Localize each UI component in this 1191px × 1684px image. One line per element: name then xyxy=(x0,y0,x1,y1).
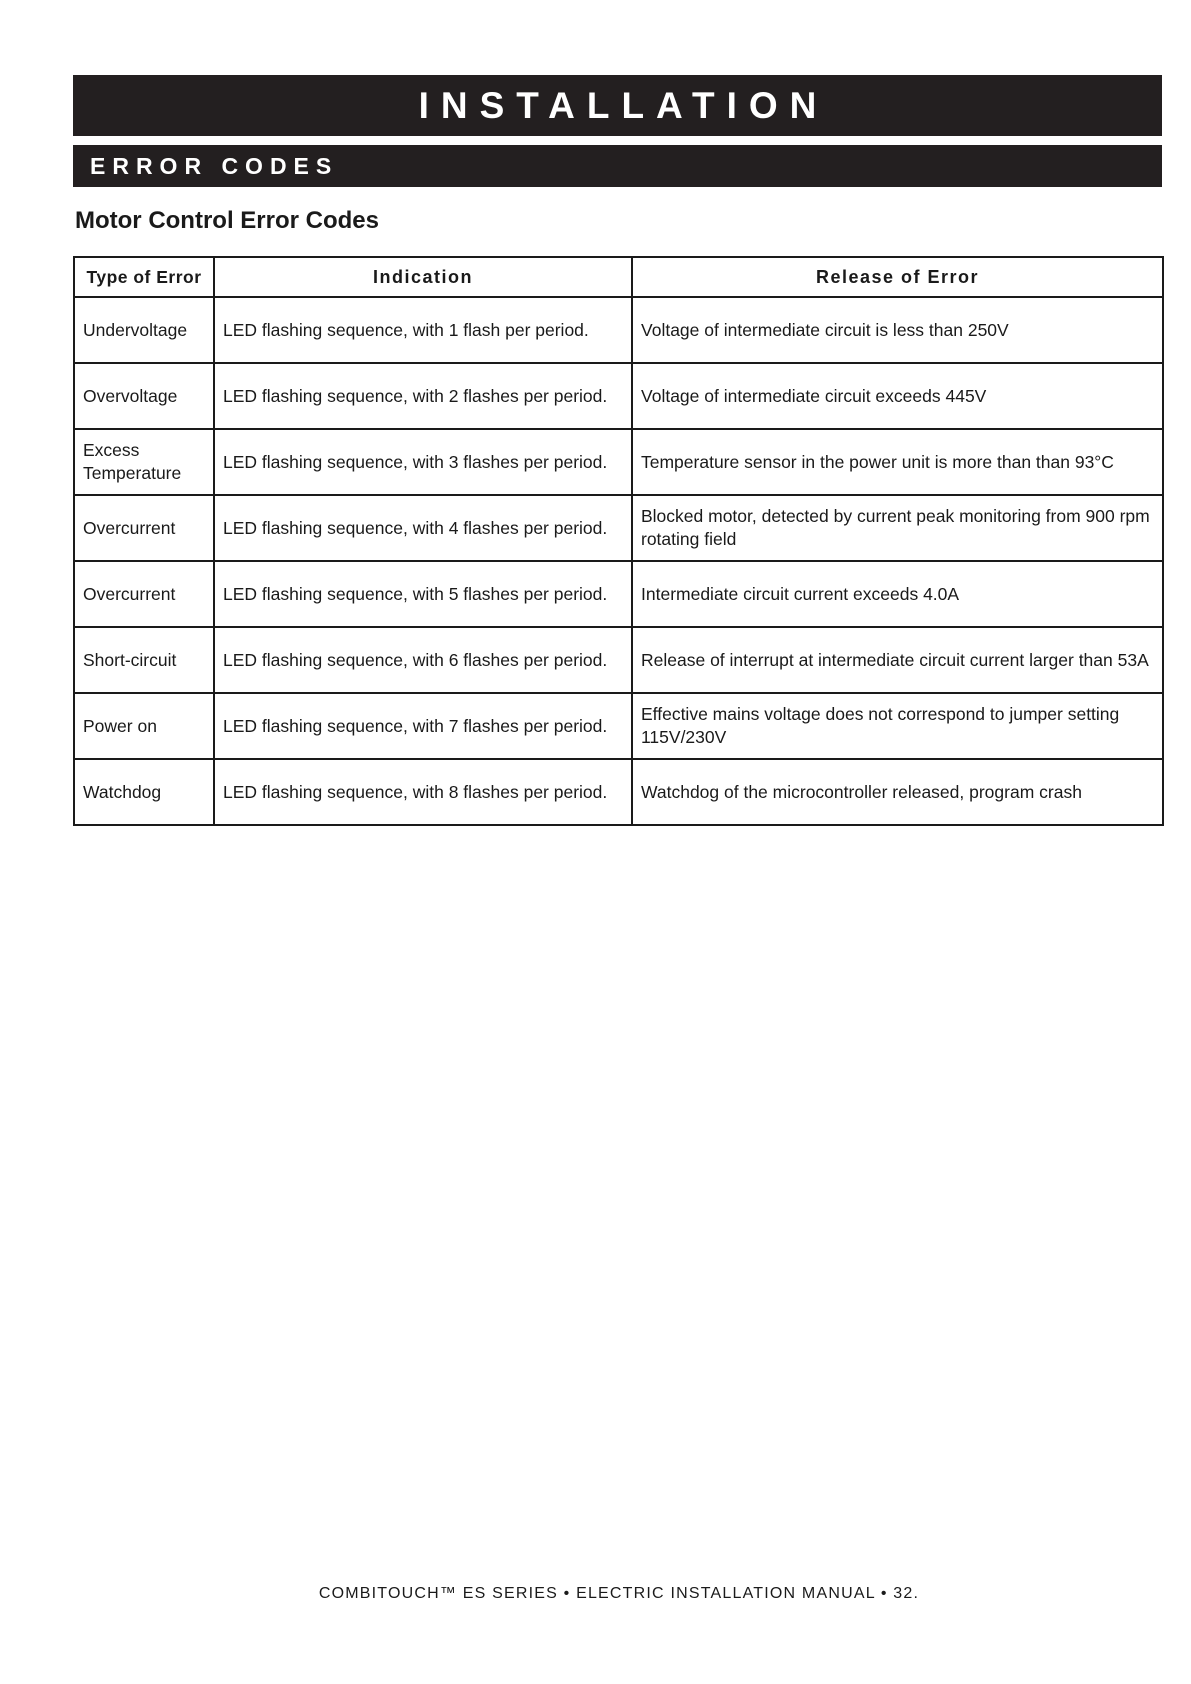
cell-indication: LED flashing sequence, with 2 flashes per period. xyxy=(214,363,632,429)
section-banner-title: ERROR CODES xyxy=(90,152,339,179)
page-footer: COMBITOUCH™ ES SERIES • ELECTRIC INSTALLATION MANUAL • 32. xyxy=(318,1585,920,1602)
cell-error-type: Overvoltage xyxy=(74,363,214,429)
cell-error-type: Excess Temperature xyxy=(74,429,214,495)
cell-indication: LED flashing sequence, with 6 flashes per period. xyxy=(214,627,632,693)
table-row xyxy=(74,429,1163,495)
table-row xyxy=(74,759,1163,825)
page-banner xyxy=(73,75,1162,136)
section-banner xyxy=(73,145,1162,187)
table-row xyxy=(74,627,1163,693)
cell-release: Voltage of intermediate circuit is less than 250V xyxy=(632,297,1163,363)
cell-indication: LED flashing sequence, with 3 flashes per period. xyxy=(214,429,632,495)
cell-indication: LED flashing sequence, with 8 flashes per period. xyxy=(214,759,632,825)
cell-release: Effective mains voltage does not correspond to jumper setting 115V/230V xyxy=(632,693,1163,759)
cell-error-type: Power on xyxy=(74,693,214,759)
cell-error-type: Undervoltage xyxy=(74,297,214,363)
cell-release: Blocked motor, detected by current peak monitoring from 900 rpm rotating field xyxy=(632,495,1163,561)
cell-error-type: Overcurrent xyxy=(74,495,214,561)
table-row xyxy=(74,297,1163,363)
cell-indication: LED flashing sequence, with 5 flashes per period. xyxy=(214,561,632,627)
cell-indication: LED flashing sequence, with 4 flashes per period. xyxy=(214,495,632,561)
cell-indication: LED flashing sequence, with 1 flash per period. xyxy=(214,297,632,363)
column-header-indication: Indication xyxy=(214,257,632,297)
column-header-release: Release of Error xyxy=(632,257,1163,297)
cell-error-type: Watchdog xyxy=(74,759,214,825)
page-banner-title: INSTALLATION xyxy=(418,84,829,126)
table-header-row xyxy=(74,257,1163,297)
cell-release: Voltage of intermediate circuit exceeds 445V xyxy=(632,363,1163,429)
cell-error-type: Short-circuit xyxy=(74,627,214,693)
error-codes-table xyxy=(73,256,1164,826)
cell-release: Temperature sensor in the power unit is more than than 93°C xyxy=(632,429,1163,495)
cell-release: Release of interrupt at intermediate circuit current larger than 53A xyxy=(632,627,1163,693)
table-row xyxy=(74,363,1163,429)
table-row xyxy=(74,561,1163,627)
column-header-type: Type of Error xyxy=(74,257,214,297)
cell-error-type: Overcurrent xyxy=(74,561,214,627)
table-row xyxy=(74,693,1163,759)
table-row xyxy=(74,495,1163,561)
cell-indication: LED flashing sequence, with 7 flashes per period. xyxy=(214,693,632,759)
table-heading: Motor Control Error Codes xyxy=(75,207,379,234)
cell-release: Intermediate circuit current exceeds 4.0A xyxy=(632,561,1163,627)
cell-release: Watchdog of the microcontroller released, program crash xyxy=(632,759,1163,825)
